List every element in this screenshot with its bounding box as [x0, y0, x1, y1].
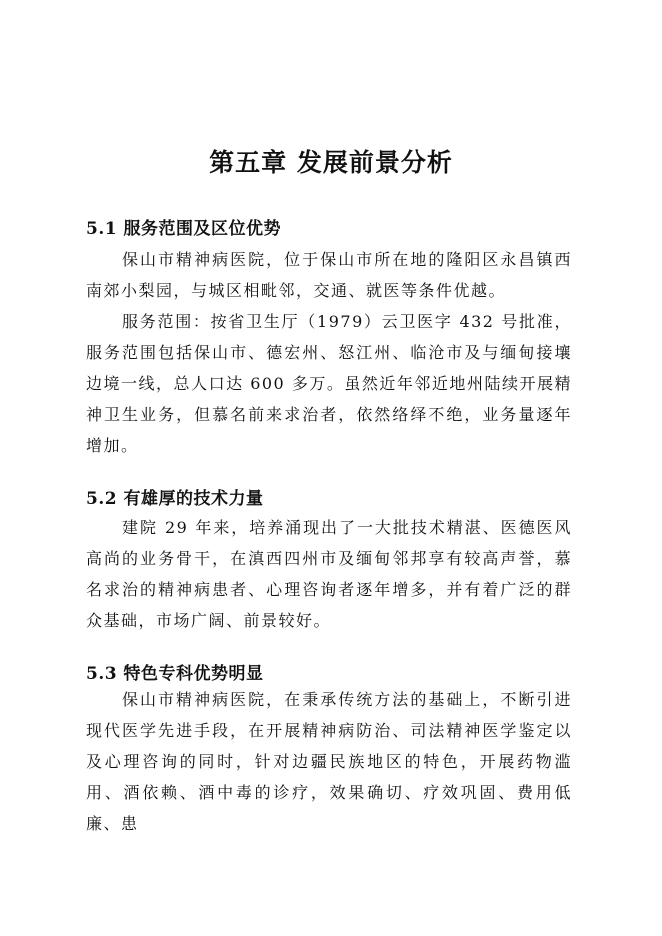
- paragraph-service-scope: 服务范围：按省卫生厅（1979）云卫医字 432 号批准，服务范围包括保山市、德宏州、怒江州、临沧市及与缅甸接壤边境一线，总人口达 600 多万。虽然近年邻近地州陆续开展精神卫生业务，但慕名前来求治者，依然络绎不绝，业务量逐年增加。: [86, 312, 572, 455]
- paragraph-specialty: 保山市精神病医院，在秉承传统方法的基础上，不断引进现代医学先进手段，在开展精神病防治、司法精神医学鉴定以及心理咨询的同时，针对边疆民族地区的特色，开展药物滥用、酒依赖、酒中毒的诊疗，效果确切、疗效巩固、费用低廉、患: [86, 690, 572, 833]
- section-heading-5-1: 5.1 服务范围及区位优势: [86, 219, 281, 239]
- chapter-title: 第五章 发展前景分析: [209, 148, 453, 177]
- section-heading-5-2: 5.2 有雄厚的技术力量: [86, 489, 264, 509]
- section-heading-5-3: 5.3 特色专科优势明显: [86, 664, 264, 684]
- paragraph-location: 保山市精神病医院，位于保山市所在地的隆阳区永昌镇西南郊小梨园，与城区相毗邻，交通、就医等条件优越。: [86, 250, 572, 300]
- paragraph-technical-strength: 建院 29 年来，培养涌现出了一大批技术精湛、医德医风高尚的业务骨干，在滇西四州市及缅甸邻邦享有较高声誉，慕名求治的精神病患者、心理咨询者逐年增多，并有着广泛的群众基础，市场广阔、前景较好。: [86, 518, 572, 630]
